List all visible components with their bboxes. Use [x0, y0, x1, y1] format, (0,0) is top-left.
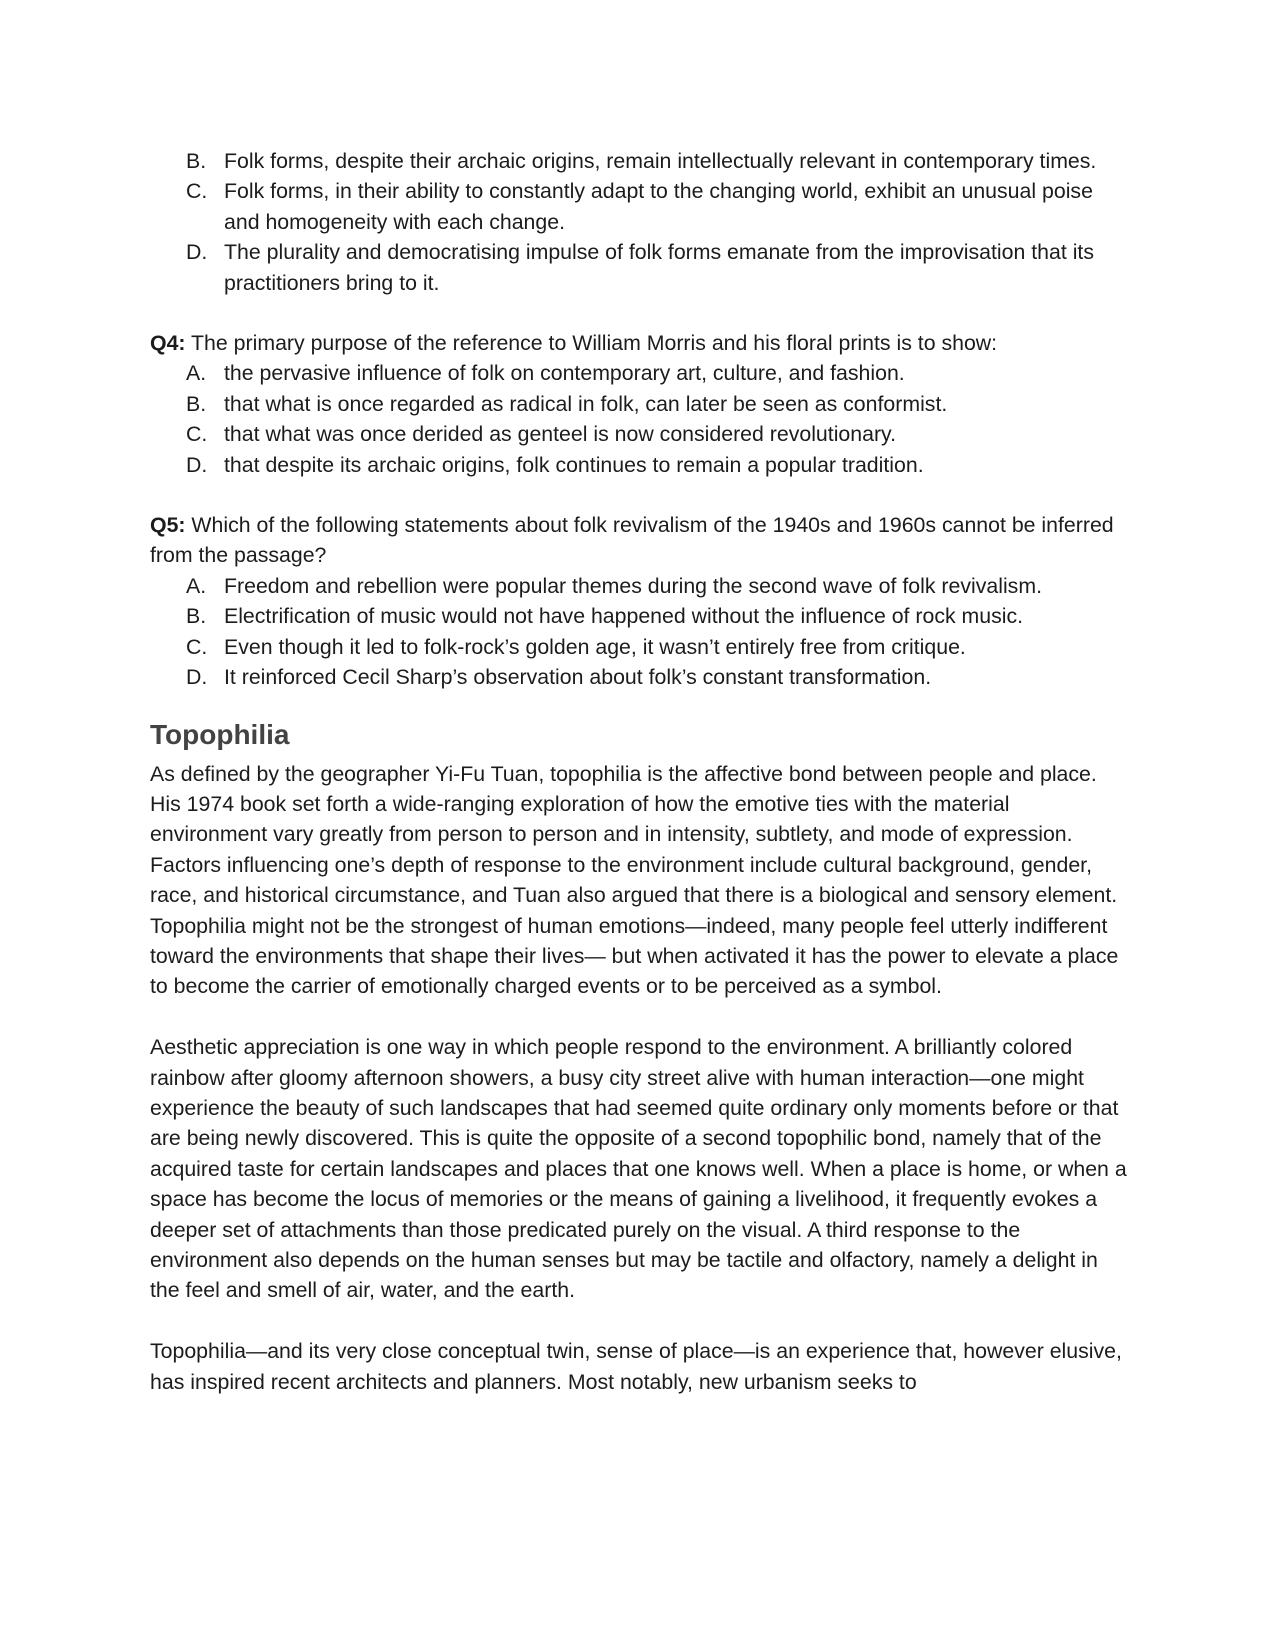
option-text: Freedom and rebellion were popular themes during the second wave of folk revivalism.	[224, 573, 1042, 598]
question-number: Q4:	[150, 331, 186, 356]
option-text: that despite its archaic origins, folk continues to remain a popular tradition.	[224, 452, 924, 477]
question-4	[150, 328, 1130, 480]
option-c	[150, 419, 1130, 449]
option-text: Electrification of music would not have happened without the influence of rock music.	[224, 604, 1024, 629]
option-b	[150, 389, 1130, 419]
option-letter: C.	[186, 422, 208, 447]
option-text: that what was once derided as genteel is now considered revolutionary.	[224, 422, 897, 447]
option-letter: D.	[186, 452, 208, 477]
option-letter: A.	[186, 573, 207, 598]
question-5	[150, 510, 1130, 692]
question-3-continued	[150, 146, 1130, 298]
option-list	[150, 571, 1130, 693]
option-d	[150, 450, 1130, 480]
option-d	[150, 237, 1130, 298]
option-text: Folk forms, in their ability to constantly adapt to the changing world, exhibit an unusual poise and homogeneity with each change.	[224, 179, 1093, 234]
option-letter: B.	[186, 604, 207, 629]
option-d	[150, 662, 1130, 692]
option-letter: D.	[186, 665, 208, 690]
option-letter: B.	[186, 149, 207, 173]
option-a	[150, 571, 1130, 601]
section-body	[150, 759, 1130, 1398]
section-heading: Topophilia	[150, 718, 290, 750]
question-number: Q5:	[150, 513, 186, 538]
option-list	[150, 146, 1130, 298]
option-letter: B.	[186, 391, 207, 416]
document-page	[150, 146, 1130, 1397]
option-letter: A.	[186, 361, 207, 386]
option-text: Folk forms, despite their archaic origins, remain intellectually relevant in contemporary times.	[224, 149, 1097, 173]
option-b	[150, 146, 1130, 176]
option-text: the pervasive influence of folk on contemporary art, culture, and fashion.	[224, 361, 905, 386]
option-letter: C.	[186, 179, 208, 204]
paragraph: As defined by the geographer Yi-Fu Tuan, topophilia is the affective bond between people and place. His 1974 book set forth a wide-ranging exploration of how the emotive ties with the material environment vary greatly from person to person and in intensity, subtlety, and mode of expression. Factors influencing one’s depth of response to the environment include cultural background, gender, race, and historical circumstance, and Tuan also argued that there is a biological and sensory element. Topophilia might not be the strongest of human emotions—indeed, many people feel utterly indifferent toward the environments that shape their lives— but when activated it has the power to elevate a place to become the carrier of emotionally charged events or to be perceived as a symbol.	[150, 761, 1119, 999]
option-list	[150, 358, 1130, 480]
question-text: Which of the following statements about folk revivalism of the 1940s and 1960s cannot be inferred from the passage?	[150, 513, 1114, 568]
option-letter: C.	[186, 634, 208, 659]
option-text: Even though it led to folk-rock’s golden age, it wasn’t entirely free from critique.	[224, 634, 966, 659]
option-text: that what is once regarded as radical in folk, can later be seen as conformist.	[224, 391, 948, 416]
option-c	[150, 632, 1130, 662]
option-text: It reinforced Cecil Sharp’s observation about folk’s constant transformation.	[224, 665, 932, 690]
question-stem	[150, 328, 1130, 358]
option-c	[150, 176, 1130, 237]
paragraph: Aesthetic appreciation is one way in which people respond to the environment. A brilliantly colored rainbow after gloomy afternoon showers, a busy city street alive with human interaction—one might experience the beauty of such landscapes that had seemed quite ordinary only moments before or that are being newly discovered. This is quite the opposite of a second topophilic bond, namely that of the acquired taste for certain landscapes and places that one knows well. When a place is home, or when a space has become the locus of memories or the means of gaining a livelihood, it frequently evokes a deeper set of attachments than those predicated purely on the visual. A third response to the environment also depends on the human senses but may be tactile and olfactory, namely a delight in the feel and smell of air, water, and the earth.	[150, 1035, 1127, 1303]
option-a	[150, 358, 1130, 388]
option-text: The plurality and democratising impulse of folk forms emanate from the improvisation that its practitioners bring to it.	[224, 240, 1095, 295]
option-b	[150, 601, 1130, 631]
question-text: The primary purpose of the reference to William Morris and his floral prints is to show:	[185, 331, 998, 356]
paragraph: Topophilia—and its very close conceptual twin, sense of place—is an experience that, however elusive, has inspired recent architects and planners. Most notably, new urbanism seeks to	[150, 1339, 1122, 1394]
question-stem	[150, 510, 1130, 571]
option-letter: D.	[186, 240, 208, 265]
